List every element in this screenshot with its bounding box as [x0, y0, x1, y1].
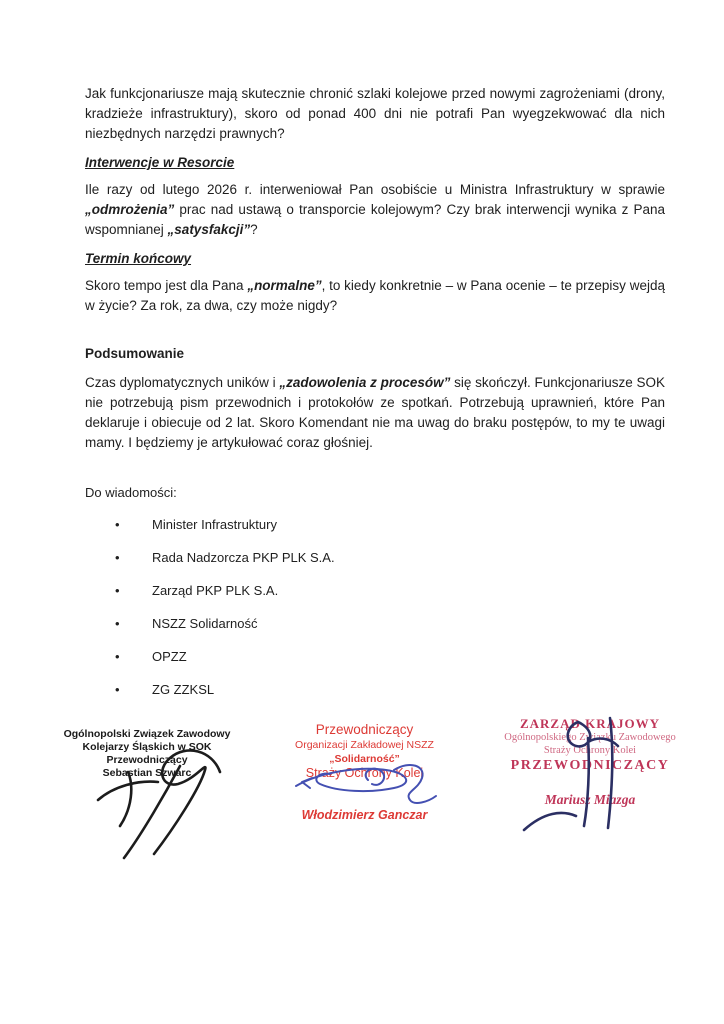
list-item: [85, 581, 665, 601]
stamp-line: Straży Ochrony Kolei: [305, 766, 424, 780]
signatory-name: Włodzimierz Ganczar: [301, 808, 428, 822]
bullet-icon: •: [115, 616, 120, 631]
quoted-phrase: „satysfakcji”: [167, 222, 251, 237]
bullet-icon: •: [115, 550, 120, 565]
stamp-line: Przewodniczący: [106, 754, 188, 766]
paragraph-text: ?: [250, 222, 258, 237]
stamp-line: Sebastian Szwarc: [102, 767, 192, 779]
list-item-label: OPZZ: [152, 649, 187, 664]
stamp-line: [262, 738, 467, 766]
signature-block-ozzks: [52, 728, 242, 780]
stamp-line: ZARZĄD KRAJOWY: [519, 716, 661, 731]
signatory-name: Mariusz Miazga: [544, 792, 636, 807]
paragraph-summary: [85, 373, 665, 453]
bullet-icon: •: [115, 583, 120, 598]
paragraph-threats: Jak funkcjonariusze mają skutecznie chronić szlaki kolejowe przed nowymi zagrożeniami (drony, kradzieże infrastruktury), skoro od ponad 400 dni nie potrafi Pan wyegzekwować dla nich niezbędnych narzędzi prawnych?: [85, 86, 665, 141]
distribution-label: Do wiadomości:: [85, 485, 177, 500]
list-item-label: Zarząd PKP PLK S.A.: [152, 583, 279, 598]
list-item: [85, 680, 665, 700]
paragraph-deadline: [85, 276, 665, 316]
paragraph-text: Czas dyplomatycznych uników i: [85, 375, 280, 390]
stamp-line: Przewodniczący: [315, 722, 414, 737]
list-item-label: ZG ZZKSL: [152, 682, 215, 697]
list-item: [85, 647, 665, 667]
section-heading-termin: Termin końcowy: [85, 251, 192, 266]
stamp-line: Kolejarzy Śląskich w SOK: [82, 741, 212, 753]
paragraph-text: , to kiedy konkretnie – w Pana ocenie – te przepisy wejdą w życie? Za rok, za dwa, czy może nigdy?: [85, 278, 665, 313]
paragraph-text: Ile razy od lutego 2026 r. interweniował Pan osobiście u Ministra Infrastruktury w sprawie: [85, 182, 665, 197]
stamp-line: Ogólnopolski Związek Zawodowy: [63, 728, 231, 740]
signature-block-solidarnosc: [262, 722, 467, 823]
list-item: [85, 614, 665, 634]
paragraph-text: się skończył. Funkcjonariusze SOK nie potrzebują pism przewodnich i protokołów ze spotkań. Potrzebują uprawnień, które Pan deklaruje i obiecuje od 2 lat. Skoro Komendant nie ma uwag do braku postępów, to my te uwagi mamy. I będziemy je artykułować coraz głośniej.: [85, 375, 666, 450]
paragraph-text: prac nad ustawą o transporcie kolejowym? Czy brak interwencji wynika z Pana wspomnianej: [85, 202, 665, 237]
paragraph-interventions: [85, 180, 665, 240]
quoted-phrase: „zadowolenia z procesów”: [279, 375, 451, 390]
quoted-phrase: „odmrożenia”: [85, 202, 175, 217]
distribution-list: [85, 515, 665, 700]
list-item-label: Minister Infrastruktury: [152, 517, 277, 532]
bullet-icon: •: [115, 682, 120, 697]
stamp-text: Organizacji Zakładowej NSZZ: [295, 739, 434, 751]
section-heading-podsumowanie: Podsumowanie: [85, 346, 185, 361]
quoted-phrase: „normalne”: [247, 278, 322, 293]
list-item: [85, 548, 665, 568]
document-body: [63, 84, 676, 874]
stamp-line: Straży Ochrony Kolei: [543, 745, 637, 756]
list-item-label: Rada Nadzorcza PKP PLK S.A.: [152, 550, 335, 565]
bullet-icon: •: [115, 517, 120, 532]
signature-block-zarzad-krajowy: [476, 716, 704, 808]
list-item-label: NSZZ Solidarność: [152, 616, 258, 631]
list-item: [85, 515, 665, 535]
stamp-line: PRZEWODNICZĄCY: [510, 758, 670, 773]
section-heading-interwencje: Interwencje w Resorcie: [85, 155, 235, 170]
bullet-icon: •: [115, 649, 120, 664]
signature-strip: [0, 714, 724, 874]
paragraph-text: Skoro tempo jest dla Pana: [85, 278, 248, 293]
stamp-line: Ogólnopolskiego Związku Zawodowego: [504, 732, 676, 743]
solidarnosc-logotype: „Solidarność”: [329, 753, 400, 765]
